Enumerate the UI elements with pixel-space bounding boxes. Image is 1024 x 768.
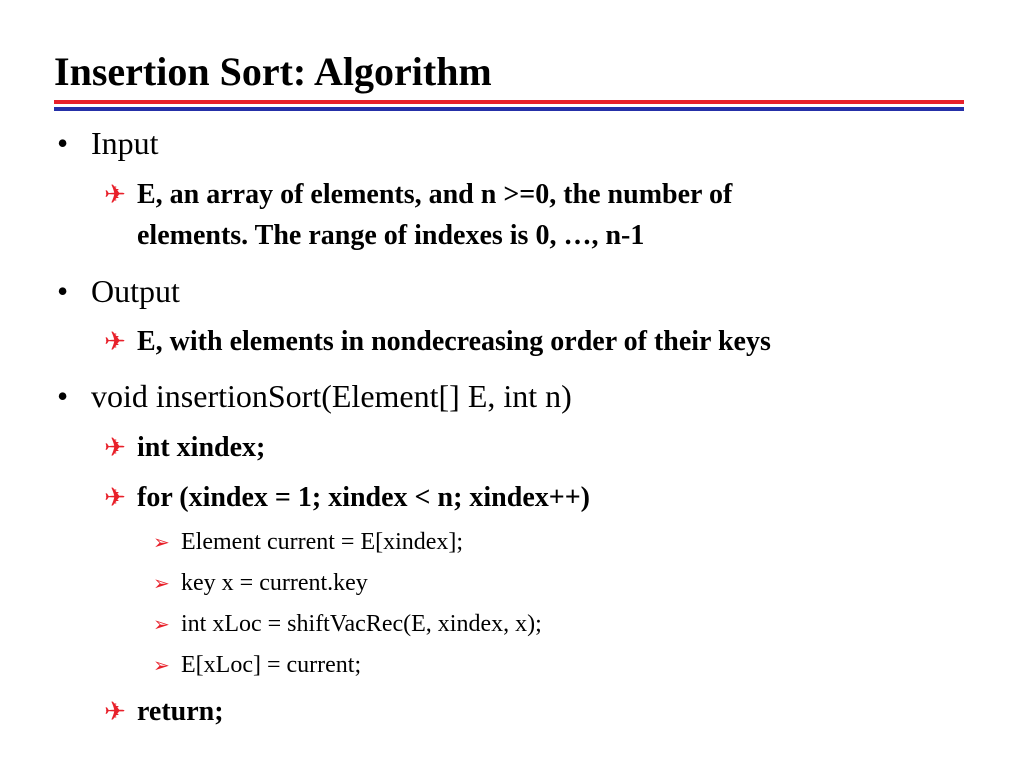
code-for-loop-text: for (xindex = 1; xindex < n; xindex++) [137,482,590,513]
loop-body-text: Element current = E[xindex]; [181,529,464,555]
airplane-icon: ✈ [104,180,126,210]
slide-title: Insertion Sort: Algorithm [54,49,492,94]
title-rule-red [54,100,964,104]
output-detail-text: E, with elements in nondecreasing order of their keys [137,326,771,357]
loop-body-text: int xLoc = shiftVacRec(E, xindex, x); [181,611,542,637]
arrowhead-icon: ➢ [153,571,170,595]
bullet-dot-icon: • [57,125,69,161]
airplane-icon: ✈ [104,327,126,357]
bullet-signature-label: void insertionSort(Element[] E, int n) [91,378,572,414]
airplane-icon: ✈ [104,697,126,727]
title-rule-blue [54,107,964,111]
arrowhead-icon: ➢ [153,612,170,636]
arrowhead-icon: ➢ [153,530,170,554]
input-detail-text1: E, an array of elements, and n >=0, the number of [137,179,733,210]
bullet-output-label: Output [91,273,180,309]
code-declaration-text: int xindex; [137,432,266,463]
arrowhead-icon: ➢ [153,653,170,677]
input-detail-text2: elements. The range of indexes is 0, …, n-1 [137,220,645,251]
airplane-icon: ✈ [104,483,126,513]
airplane-icon: ✈ [104,433,126,463]
bullet-input-label: Input [91,125,159,161]
bullet-dot-icon: • [57,273,69,309]
code-return-text: return; [137,696,224,727]
loop-body-text: E[xLoc] = current; [181,652,362,678]
bullet-dot-icon: • [57,378,69,414]
loop-body-text: key x = current.key [181,570,368,596]
